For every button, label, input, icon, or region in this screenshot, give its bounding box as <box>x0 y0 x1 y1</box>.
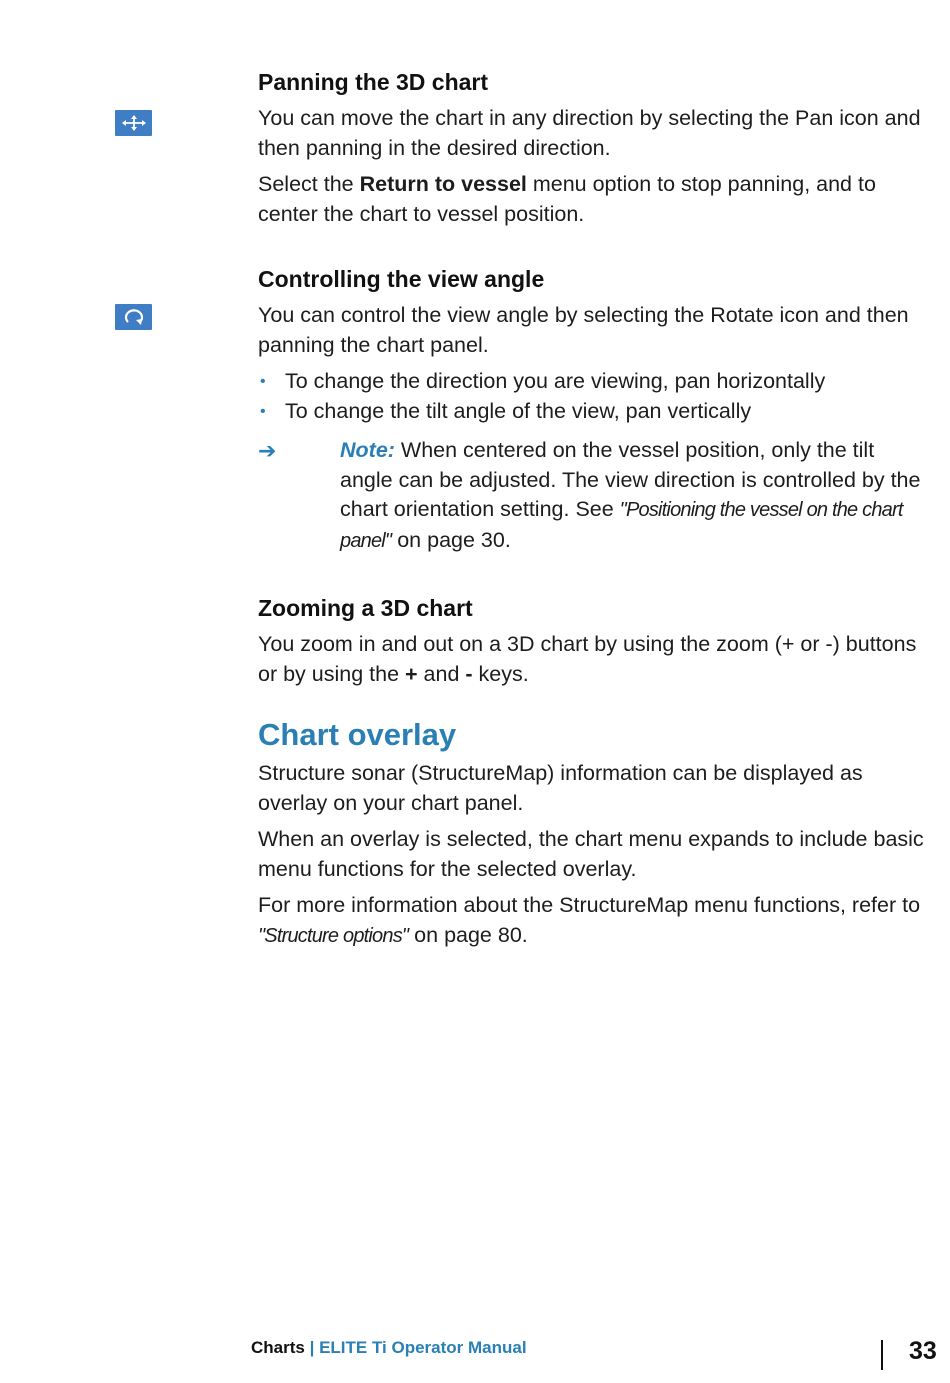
overlay-paragraph-3 <box>258 891 928 951</box>
overlay-paragraph-2: When an overlay is selected, the chart menu expands to include basic menu functions for the selected overlay. <box>258 827 924 881</box>
panning-paragraph-2 <box>258 170 928 229</box>
text-run: When centered on the vessel position, only the tilt angle can be adjusted. The view direction is controlled by the chart orientation setting. See <box>340 438 921 521</box>
note-label: Note: <box>340 438 395 462</box>
note-arrow-icon: ➔ <box>258 438 277 463</box>
list-item <box>258 397 928 427</box>
main-content <box>258 66 928 958</box>
footer-manual-title: ELITE Ti Operator Manual <box>319 1338 527 1357</box>
text-run: For more information about the StructureMap menu functions, refer to <box>258 893 921 917</box>
footer-divider <box>881 1340 883 1370</box>
chart-overlay-title: Chart overlay <box>258 717 457 752</box>
list-item-text: To change the tilt angle of the view, pan vertically <box>285 398 752 423</box>
view-angle-section <box>258 263 928 556</box>
chart-overlay-section <box>258 715 928 951</box>
text-run: You zoom in and out on a 3D chart by using the zoom (+ or -) buttons or by using the <box>258 632 917 686</box>
text-run: on page 80. <box>408 922 528 947</box>
panning-heading: Panning the 3D chart <box>258 69 489 95</box>
pan-arrows-icon <box>121 115 147 131</box>
list-item-text: To change the direction you are viewing, pan horizontally <box>285 369 826 393</box>
note-text <box>340 436 928 556</box>
text-run: and <box>417 661 466 686</box>
footer-separator: | <box>304 1338 320 1357</box>
view-angle-heading: Controlling the view angle <box>258 266 545 292</box>
panning-section <box>258 66 928 229</box>
return-to-vessel-term: Return to vessel <box>359 172 527 196</box>
cross-reference-link[interactable]: "Positioning the vessel on the chart panel" <box>340 499 903 552</box>
text-run: Select the <box>258 172 360 196</box>
rotate-icon <box>115 304 152 330</box>
text-run: menu option to stop panning, and to center the chart to vessel position. <box>258 172 876 226</box>
zooming-heading: Zooming a 3D chart <box>258 595 473 621</box>
pan-icon <box>115 110 152 136</box>
plus-key: + <box>405 661 418 686</box>
view-angle-bullets <box>258 367 928 426</box>
text-run: keys. <box>472 661 529 686</box>
zooming-paragraph <box>258 630 928 689</box>
text-run: on page 30. <box>391 527 511 552</box>
footer-label <box>251 1338 527 1358</box>
cross-reference-link[interactable]: "Structure options" <box>258 924 409 947</box>
page-number: 33 <box>909 1337 937 1365</box>
panning-paragraph-1: You can move the chart in any direction by selecting the Pan icon and then panning in the desired direction. <box>258 106 921 160</box>
view-angle-paragraph: You can control the view angle by selecting the Rotate icon and then panning the chart panel. <box>258 303 909 357</box>
list-item <box>258 367 928 397</box>
zooming-section <box>258 592 928 689</box>
bullet-icon: • <box>260 373 266 390</box>
minus-key: - <box>465 661 473 686</box>
footer-chapter: Charts <box>251 1338 305 1357</box>
rotate-arrow-icon <box>123 307 145 327</box>
note-block <box>258 436 928 556</box>
bullet-icon: • <box>260 402 266 420</box>
overlay-paragraph-1: Structure sonar (StructureMap) information can be displayed as overlay on your chart panel. <box>258 761 863 815</box>
